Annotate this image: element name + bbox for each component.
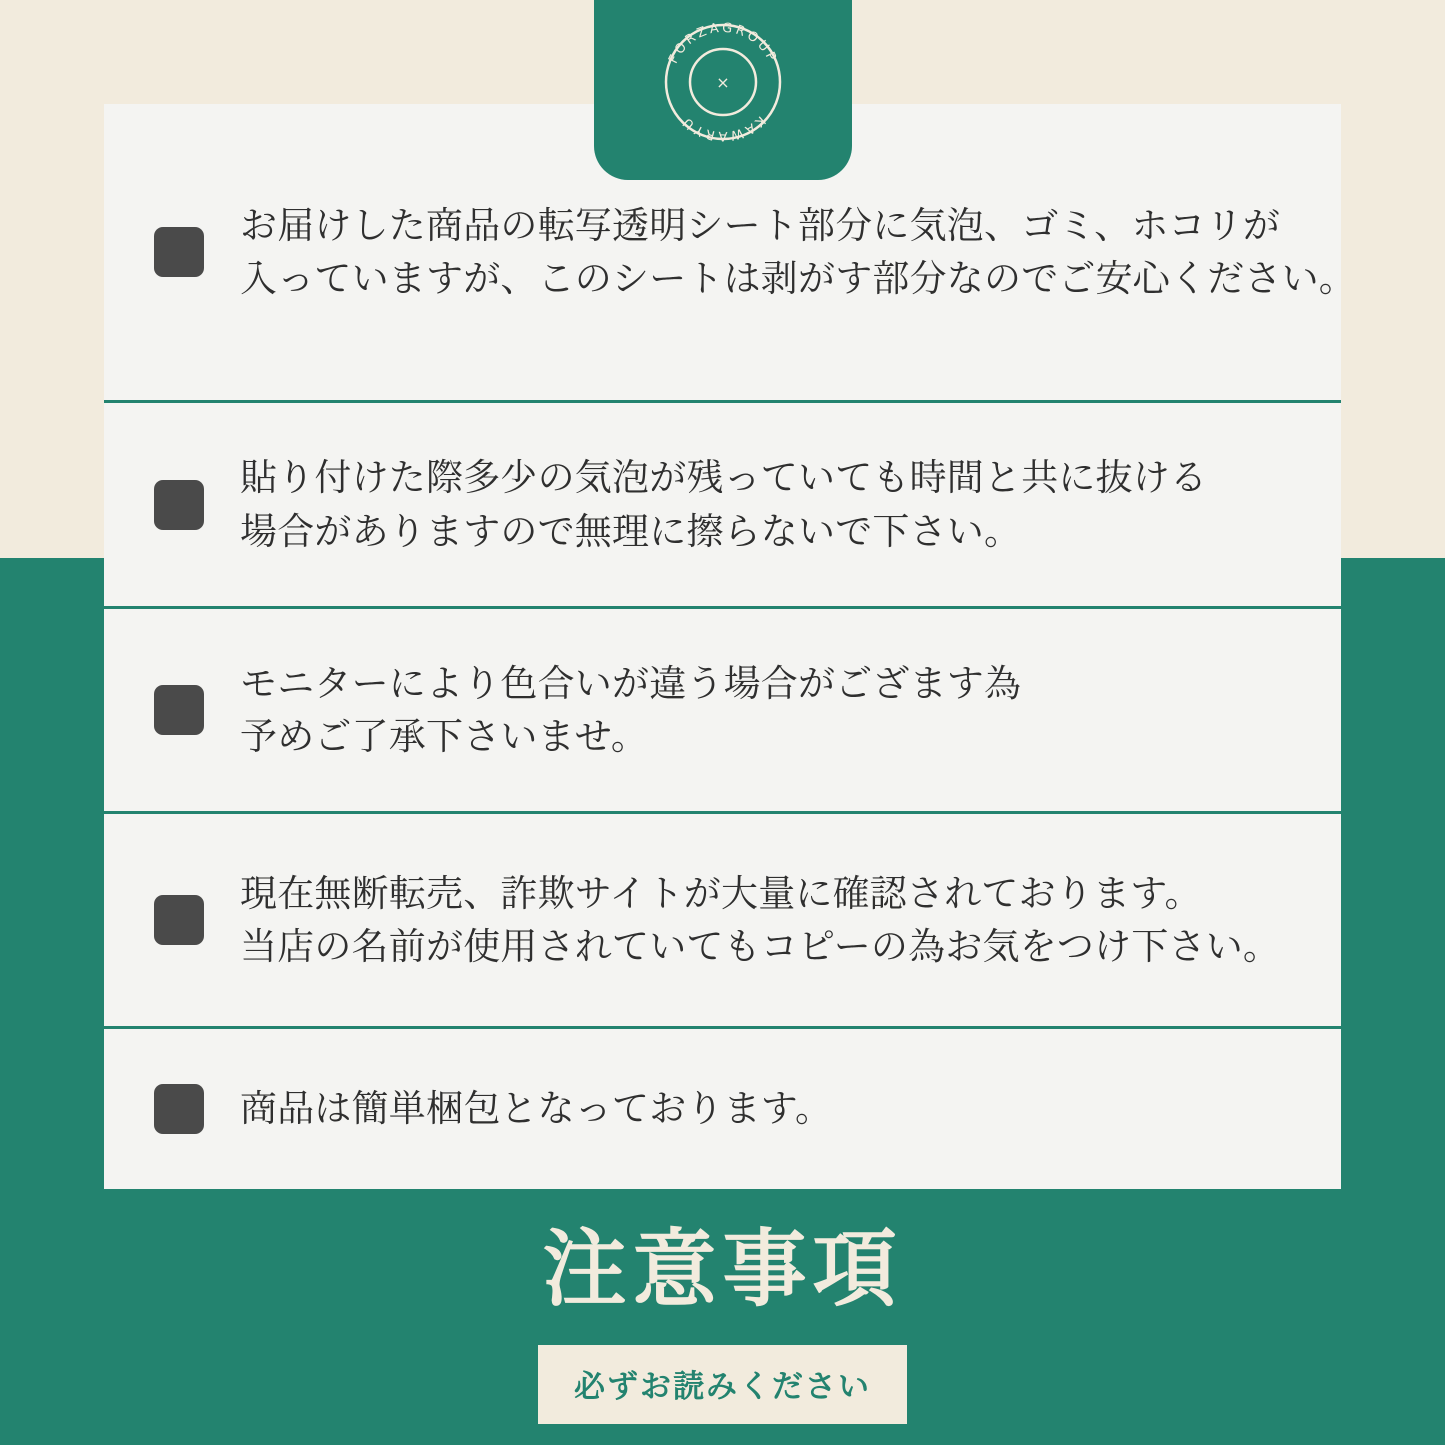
notice-line: モニターにより色合いが違う場合がござます為 [240,661,1022,705]
notice-item [104,811,1341,1026]
notice-line: 現在無断転売、詐欺サイトが大量に確認されております。 [240,871,1202,915]
notice-text [240,867,1341,974]
notice-text [240,199,1386,306]
square-bullet-icon [154,227,204,277]
notice-line: お届けした商品の転写透明シート部分に気泡、ゴミ、ホコリが [240,203,1281,247]
notice-list [104,104,1356,1189]
square-bullet-icon [154,480,204,530]
svg-text:×: × [716,73,730,92]
notice-line: 予めご了承下さいませ。 [240,715,649,758]
page-title: 注意事項 [542,1220,903,1318]
notice-text [240,1082,1341,1135]
brand-logo-badge [594,0,852,180]
svg-text:KAWARYU: KAWARYU [678,112,768,144]
notice-line: 貼り付けた際多少の気泡が残っていても時間と共に抜ける [240,456,1208,500]
notice-line: 当店の名前が使用されていてもコピーの為お気をつけ下さい。 [240,925,1281,968]
square-bullet-icon [154,685,204,735]
notice-item [104,606,1341,811]
notice-line: 商品は簡単梱包となっております。 [240,1087,833,1131]
square-bullet-icon [154,895,204,945]
square-bullet-icon [154,1084,204,1134]
notice-text [240,657,1341,764]
footer-subtitle-badge: 必ずお読みください [538,1345,907,1424]
notice-item [104,400,1341,606]
brand-logo-ring [657,16,789,148]
notice-item [104,1026,1341,1189]
notice-text [240,451,1341,558]
footer [0,1195,1445,1424]
svg-text:FORZAGROUP: FORZAGROUP [666,20,780,67]
notice-line: 入っていますが、このシートは剥がす部分なのでご安心ください。 [240,257,1356,300]
notice-line: 場合がありますので無理に擦らないで下さい。 [240,509,1022,553]
